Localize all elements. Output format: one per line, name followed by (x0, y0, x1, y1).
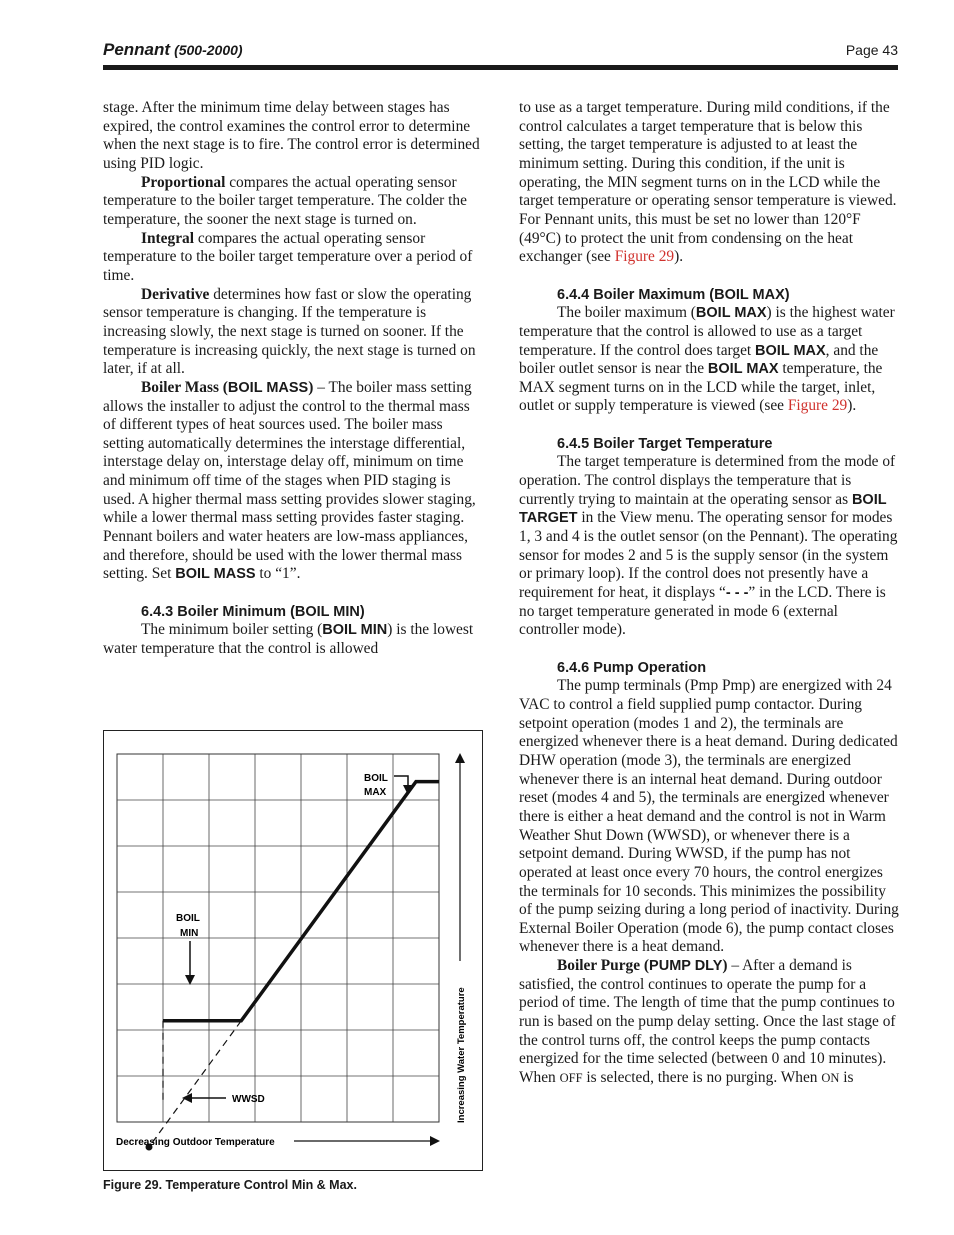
figure-29 (103, 730, 483, 1171)
figure-caption: Figure 29. Temperature Control Min & Max. (103, 1178, 357, 1192)
paragraph-pump-operation: The pump terminals (Pmp Pmp) are energized with 24 VAC to control a field supplied pump contactor. During setpoint operation (modes 1 and 2), the terminals are energized whenever there is a heat demand. During dedicated DHW operation (mode 3), the terminals are energized whenever there is an internal heat demand. During outdoor reset (modes 4 and 5), the terminals are energized whenever there is either a heat demand and the control is not in Warm Weather Shut Down (WWSD), or whenever there is a setpoint demand. During WWSD, if the pump has not operated at least once every 70 hours, the control energizes the terminals for 10 seconds. This minimizes the possibility of the pump seizing during a long period of inactivity. During External Boiler Operation (mode 6), the pump contact closes whenever there is a heat demand. (519, 677, 899, 956)
chart-grid (117, 754, 439, 1122)
brand-name: Pennant (103, 40, 171, 59)
paragraph-stage-delay: stage. After the minimum time delay between stages has expired, the control examines the control error to determine when the next stage is to fire. The control error is determined using PID logic. (103, 99, 480, 172)
paragraph-derivative: Derivative determines how fast or slow the operating sensor temperature is changing. If the temperature is increasing slowly, the next stage is turned on sooner. If the temperature is increasing quickly, the next stage is turned on later, if at all. (103, 285, 476, 378)
heading-6-4-6: 6.4.6 Pump Operation (557, 659, 707, 676)
heading-6-4-5: 6.4.5 Boiler Target Temperature (557, 435, 773, 452)
code-boil-min: BOIL MIN (322, 622, 388, 639)
heading-6-4-3: 6.4.3 Boiler Minimum (BOIL MIN) (141, 603, 365, 620)
paragraph-boiler-purge: Boiler Purge (PUMP DLY) – After a demand is satisfied, the control continues to operate the pump for a period of time. The length of time that the pump continues to run is based on the pump delay setting. Once the last stage of the control turns off, the control keeps the pump contacts energized for the time selected (between 0 and 10 minutes). When OFF is selected, there is no purging. When ON is (519, 957, 896, 1087)
model-range: (500-2000) (174, 42, 243, 58)
paragraph-boiler-min: The minimum boiler setting (BOIL MIN) is the lowest water temperature that the control is allowed (103, 621, 474, 658)
label-boil-max-line1: BOIL (364, 773, 388, 784)
paragraph-boiler-mass: Boiler Mass (BOIL MASS) – The boiler mass setting allows the installer to adjust the control to the thermal mass of different types of heat sources used. The boiler mass setting automatically determines the interstage differential, interstage delay on, interstage delay off, minimum on time and minimum off time of the stages when PID staging is used. A higher thermal mass setting provides slower staging, while a lower thermal mass setting provides faster staging. Pennant boilers and water heaters are low-mass appliances, and therefore, should be used with the lower thermal mass setting. Set BOIL MASS to “1”. (103, 378, 476, 583)
figure-29-link[interactable]: Figure 29 (614, 248, 675, 266)
temperature-control-chart (104, 731, 482, 1170)
label-boil-min-line2: MIN (180, 928, 199, 939)
paragraph-min-continued: to use as a target temperature. During mild conditions, if the control calculates a target temperature that is below this setting, the target temperature is adjusted to at least the minimum setting. During this condition, if the unit is operating, the MIN segment turns on in the LCD while the target temperature or operating sensor temperature is viewed. For Pennant units, this must be set no lower than 120°F (49°C) to protect the unit from condensing on the heat exchanger (see Figure 29). (519, 99, 897, 266)
code-boil-mass: BOIL MASS (175, 566, 256, 583)
page-header (103, 38, 898, 72)
paragraph-boiler-max: The boiler maximum (BOIL MAX) is the highest water temperature that the control is allowed to use as a target temperature. If the control does target BOIL MAX, and the boiler outlet sensor is near the BOIL MAX temperature, the MAX segment turns on in the LCD while the target, inlet, outlet or supply temperature is viewed (see Figure 29). (519, 304, 895, 415)
term-proportional: Proportional (141, 173, 226, 191)
x-axis-label: Decreasing Outdoor Temperature (116, 1137, 275, 1148)
header-brand (103, 40, 243, 60)
left-column (103, 99, 483, 659)
label-boil-min-line1: BOIL (176, 913, 200, 924)
figure-29-link[interactable]: Figure 29 (787, 397, 848, 415)
paragraph-integral: Integral compares the actual operating sensor temperature to the boiler target temperature over a period of time. (103, 229, 473, 284)
term-boiler-purge: Boiler Purge (PUMP DLY) (557, 957, 728, 975)
term-integral: Integral (141, 229, 195, 247)
label-boil-max-line2: MAX (364, 787, 387, 798)
paragraph-boiler-target: The target temperature is determined from the mode of operation. The control displays the temperature that is currently trying to maintain at the operating sensor as BOIL TARGET in the View menu. The operating sensor for modes 1, 3 and 4 is the outlet sensor (on the Pennant). The operating sensor for modes 2 and 5 is the supply sensor (in the system or primary loop). If the control does not presently have a requirement for heat, it displays “- - -” in the LCD. There is no target temperature generated in mode 6 (external controller mode). (519, 453, 898, 639)
page-number: Page 43 (845, 42, 898, 58)
header-rule (103, 65, 898, 70)
label-wwsd: WWSD (232, 1094, 265, 1105)
boil-max-pointer (394, 776, 408, 793)
term-derivative: Derivative (141, 285, 210, 303)
right-column (519, 99, 899, 1088)
heading-6-4-4: 6.4.4 Boiler Maximum (BOIL MAX) (557, 286, 790, 303)
term-boiler-mass: Boiler Mass (BOIL MASS) (141, 378, 314, 396)
paragraph-proportional: Proportional compares the actual operating sensor temperature to the boiler target temperature. The colder the temperature, the sooner the next stage is turned on. (103, 173, 467, 228)
code-boil-target: BOIL TARGET (519, 491, 887, 527)
y-axis-label: Increasing Water Temperature (456, 987, 467, 1123)
